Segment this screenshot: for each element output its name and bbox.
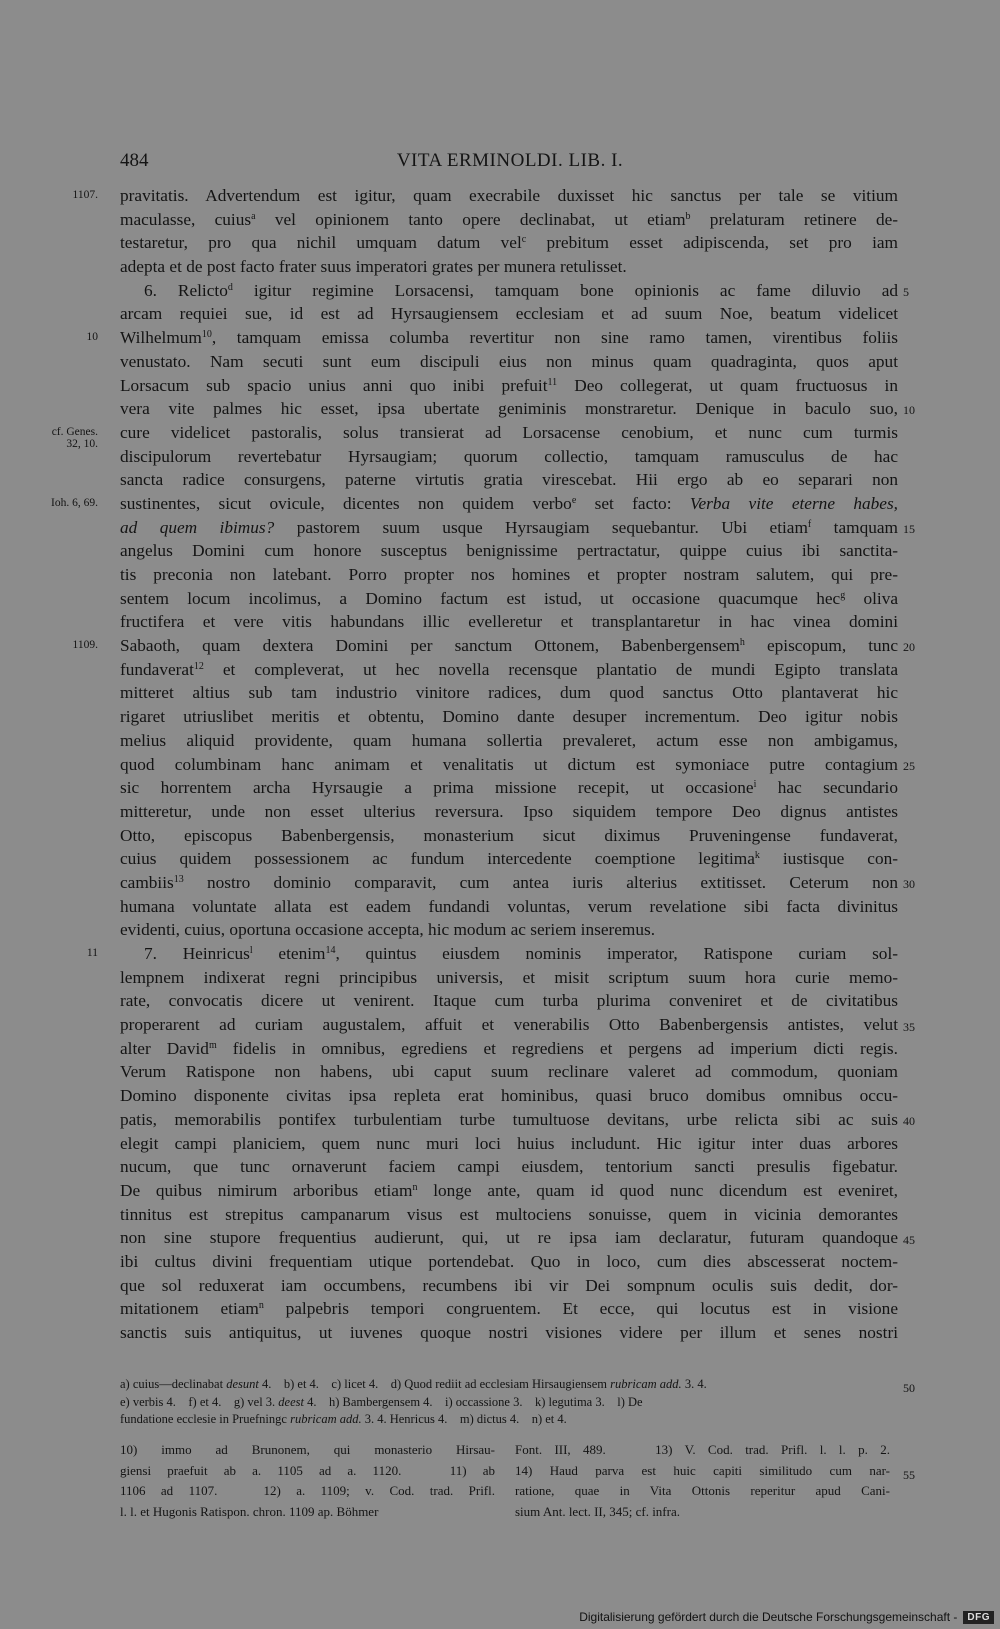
line-number: 40	[903, 1114, 915, 1129]
text-line: fundaverat$^{12}$ et compleverat, ut hec novella recensque plantatio de mundi Egipto translata	[120, 659, 898, 679]
text-line: discipulorum revertebatur Hyrsaugiam; quorum collectio, tamquam ramusculus de hac	[120, 446, 898, 466]
footnote-line: 1106 ad 1107. 12) a. 1109; v. Cod. trad. Prifl.	[120, 1483, 495, 1498]
text-line: que sol reduxerat iam occumbens, recumbens ibi vir Dei sompnum oculis suis dedit, dor-	[120, 1275, 898, 1295]
text-line: vera vite palmes hic esset, ipsa ubertate geniminis monstraretur. Denique in baculo suo,	[120, 399, 898, 419]
margin-note: 10	[86, 331, 98, 344]
text-line: De quibus nimirum arboribus etiam$^n$ longe ante, quam id quod nunc dicendum est eveniret,	[120, 1180, 898, 1200]
line-number: 30	[903, 877, 915, 892]
text-line: maculasse, cuius$^a$ vel opinionem tanto opere declinabat, ut etiam$^b$ prelaturam retinere de-	[120, 209, 898, 229]
text-line: sanctis suis antiquitus, ut iuvenes quoque nostri visiones videre per illum et senes nostri	[120, 1323, 898, 1342]
text-line: Verum Ratispone non habens, ubi caput suum reclinare valeret ad commodum, quoniam	[120, 1062, 898, 1082]
text-line: rigaret utriuslibet meritis et obtentu, Domino dante desuper incrementum. Deo igitur nobis	[120, 707, 898, 727]
text-line: arcam requiei sue, id est ad Hyrsaugiensem ecclesiam et ad suum Noe, beatum videlicet	[120, 304, 898, 324]
text-line: cambiis$^{13}$ nostro dominio comparavit, cum antea iuris alterius extitisset. Ceterum non	[120, 872, 898, 892]
running-title: VITA ERMINOLDI. LIB. I.	[396, 150, 624, 171]
footnote-line: l. l. et Hugonis Ratispon. chron. 1109 ap. Böhmer	[120, 1503, 379, 1519]
footnotes-right-column	[515, 1440, 890, 1522]
margin-note: cf. Genes. 32, 10.	[51, 426, 98, 450]
text-line: angelus Domini cum honore susceptus benignissime pertractatur, quippe cuius ibi sanctita-	[120, 541, 898, 561]
text-line: tis preconia non latebant. Porro propter nos homines et propter nostram salutem, qui pre-	[120, 565, 898, 584]
funding-footer	[579, 1608, 994, 1626]
text-line: fructifera et vere vitis habundans illic evelleretur et transplantaretur in hac vinea domini	[120, 612, 898, 632]
footnote-line: Font. III, 489. 13) V. Cod. trad. Prifl. l. l. p. 2.	[515, 1442, 890, 1457]
footnote-line: 10) immo ad Brunonem, qui monasterio Hirsau-	[120, 1442, 495, 1457]
text-line: ad quem ibimus? pastorem suum usque Hyrsaugiam sequebantur. Ubi etiam$^f$ tamquam	[120, 517, 898, 537]
text-line: elegit campi planiciem, quem nunc muri loci huius includunt. Hic igitur inter duas arbores	[120, 1133, 898, 1153]
text-line: sancta radice consurgens, paterne virtutis gratia virescebat. Hii ergo ab eo separari non	[120, 470, 898, 490]
text-line: patis, memorabilis pontifex turbulentiam turbe tumultuose devitans, urbe relicta sibi ac suis	[120, 1109, 898, 1129]
footnote-line: sium Ant. lect. II, 345; cf. infra.	[515, 1503, 680, 1519]
text-line: ibi cultus divini frequentiam utique portendebat. Quo in loco, cum dies abscesserat noctem-	[120, 1251, 898, 1271]
line-number: 25	[903, 758, 915, 773]
apparatus-line-number: 50	[903, 1381, 915, 1395]
text-line: Sabaoth, quam dextera Domini per sanctum Ottonem, Babenbergensem$^h$ episcopum, tunc	[120, 636, 898, 656]
text-line: tinnitus est strepitus campanarum visus est multociens sonuisse, quem in vicinia demorantes	[120, 1204, 898, 1224]
text-line: lempnem indixerat regni principibus universis, et misit scriptum suum hora curie memo-	[120, 967, 898, 987]
apparatus-line: e) verbis 4. f) et 4. g) vel 3. deest 4. h) Bambergensem 4. i) occassione 3. k) legutima 3. l) De	[120, 1394, 643, 1409]
text-line: cure videlicet pastoralis, solus transierat ad Lorsacense cenobium, et nunc cum turmis	[120, 422, 898, 442]
text-line: mitteretur, unde non esset ulterius reversura. Ipso siquidem tempore Deo dignus antistes	[120, 801, 898, 821]
text-line: testaretur, pro qua nichil umquam datum vel$^c$ prebitum esset adipiscenda, set pro iam	[120, 233, 898, 253]
line-number: 35	[903, 1019, 915, 1034]
text-line: 7. Heinricus$^l$ etenim$^{14}$, quintus eiusdem nominis imperator, Ratispone curiam sol-	[144, 944, 898, 963]
text-line: adepta et de post facto frater suus imperatori grates per munera retulisset.	[120, 257, 627, 277]
running-head	[120, 150, 900, 174]
text-line: alter David$^m$ fidelis in omnibus, egrediens et regrediens et pergens ad imperium dicti regis.	[120, 1038, 898, 1058]
text-line: rate, convocatis dicere ut venirent. Itaque cum turba plurima conveniret et de civitatibus	[120, 991, 898, 1011]
footnote-line: 14) Haud parva est huic capiti similitudo cum nar-	[515, 1462, 890, 1478]
text-line: sic horrentem archa Hyrsaugie a prima missione recepit, ut occasione$^i$ hac secundario	[120, 778, 898, 798]
text-line: Lorsacum sub spacio unius anni quo inibi prefuit$^{11}$ Deo collegerat, ut quam fructuosus in	[120, 375, 898, 395]
text-line: cuius quidem possessionem ac fundum intercedente coemptione legitima$^k$ iustisque con-	[120, 849, 898, 869]
notes-line-number: 55	[903, 1468, 915, 1482]
text-line: nucum, que tunc ornaverunt faciem campi eiusdem, tentorium sancti presulis figebatur.	[120, 1157, 898, 1177]
text-line: quod columbinam hanc animam et venalitatis ut dictum est symoniace putre contagium	[120, 754, 898, 774]
footnotes	[120, 1440, 900, 1520]
margin-note: Ioh. 6, 69.	[51, 497, 98, 510]
footnote-line: giensi praefuit ab a. 1105 ad a. 1120. 11) ab	[120, 1462, 495, 1478]
text-line: humana voluntate allata est eadem fundandi voluntas, verum revelatione sibi facta divinitus	[120, 896, 898, 916]
page-number: 484	[120, 150, 149, 171]
text-line: non sine stupore frequentius audierunt, qui, ut re ipsa iam declaratur, futuram quandoque	[120, 1228, 898, 1248]
margin-note: 11	[86, 947, 98, 960]
text-line: sustinentes, sicut ovicule, dicentes non quidem verbo$^e$ set facto: Verba vite eterne habes,	[120, 493, 898, 513]
text-line: venustato. Nam secuti sunt eum discipuli eius non minus quam quadraginta, quos aput	[120, 351, 898, 371]
text-line: Otto, episcopus Babenbergensis, monasterium sicut diximus Pruveningense fundaverat,	[120, 825, 898, 845]
text-line: melius aliquid providente, quam humana sollertia prevaleret, actum esse non ambigamus,	[120, 730, 898, 750]
funding-text: Digitalisierung gefördert durch die Deutsche Forschungsgemeinschaft -	[579, 1610, 958, 1624]
text-line: Wilhelmum$^{10}$, tamquam emissa columba revertitur non sine ramo tamen, virentibus foliis	[120, 328, 898, 348]
text-line: 6. Relicto$^d$ igitur regimine Lorsacensi, tamquam bone opinionis ac fame diluvio ad	[144, 280, 898, 300]
main-text	[120, 184, 898, 1345]
text-line: mitteret altius sub tam industrio vinitore radices, dum quod sanctus Otto plantaverat hic	[120, 683, 898, 703]
text-line: Domino disponente civitas ipsa repleta erat hominibus, quasi bruco domibus omnibus occu-	[120, 1086, 898, 1106]
line-number: 20	[903, 640, 915, 655]
apparatus-line: a) cuius—declinabat desunt 4. b) et 4. c) licet 4. d) Quod rediit ad ecclesiam Hirsaugiensem rubricam add. 3. 4.	[120, 1377, 707, 1391]
line-number: 5	[903, 284, 909, 299]
margin-note: 1109.	[72, 639, 98, 652]
text-line: evidenti, cuius, oportuna occasione accepta, hic modum ac seriem inseremus.	[120, 920, 656, 940]
footnotes-left-column	[120, 1440, 495, 1522]
apparatus-line: fundatione ecclesie in Pruefningc rubricam add. 3. 4. Henricus 4. m) dictus 4. n) et 4.	[120, 1412, 567, 1426]
margin-note: 1107.	[72, 189, 98, 201]
text-line: pravitatis. Advertendum est igitur, quam execrabile duxisset hic sanctus per tale se vitium	[120, 186, 898, 205]
footnote-line: ratione, quae in Vita Ottonis reperitur apud Cani-	[515, 1483, 890, 1498]
line-number: 45	[903, 1232, 915, 1247]
line-number: 15	[903, 521, 915, 536]
text-line: sentem locum incolimus, a Domino factum est istud, ut occasione quacumque hec$^g$ oliva	[120, 588, 898, 608]
text-line: properarent ad curiam augustalem, affuit et venerabilis Otto Babenbergensis antistes, velut	[120, 1015, 898, 1035]
text-line: mitationem etiam$^n$ palpebris tempori congruentem. Et ecce, qui locutus est in visione	[120, 1299, 898, 1319]
critical-apparatus	[120, 1376, 898, 1429]
line-number: 10	[903, 403, 915, 418]
dfg-logo: DFG	[963, 1611, 994, 1624]
